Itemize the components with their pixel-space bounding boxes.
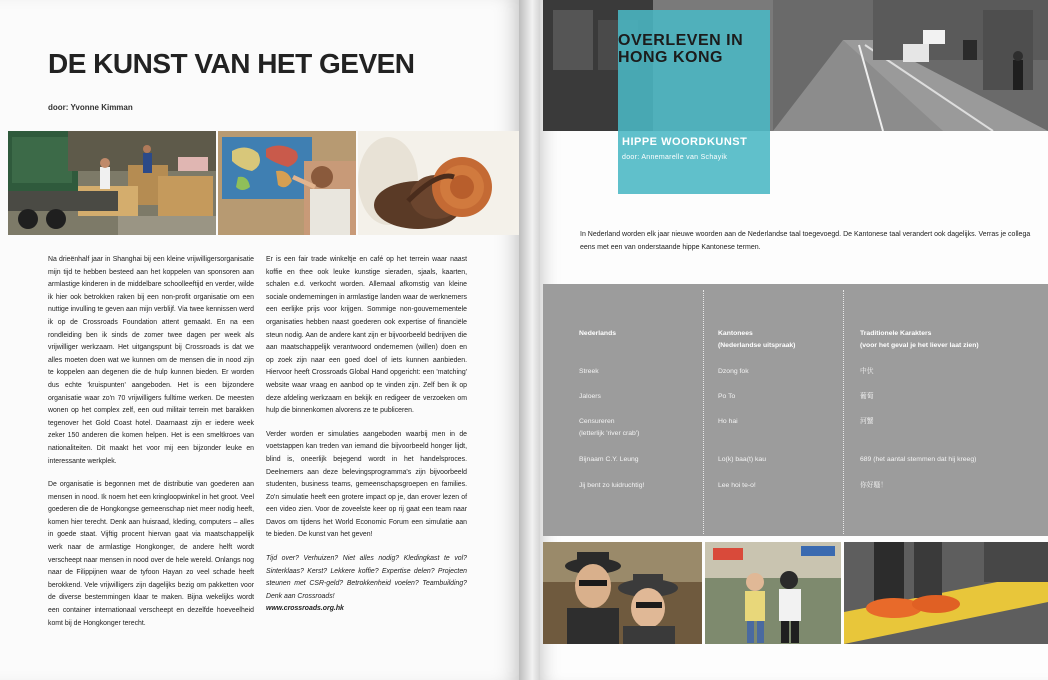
table-cell: Lee hoi te-o!: [718, 482, 756, 489]
article-title: DE KUNST VAN HET GEVEN: [48, 48, 415, 79]
table-cell: Streek: [579, 368, 599, 375]
right-page: [540, 0, 1048, 680]
column-divider: [703, 290, 704, 534]
table-cell: Bijnaam C.Y. Leung: [579, 456, 639, 463]
article-column-1: [48, 254, 254, 641]
table-cell: 河蟹: [860, 418, 874, 425]
article-paragraph: Verder worden er simulaties aangeboden waarbij men in de voetstappen kan treden van iemand die bijvoorbeeld honger lijdt, blind is, oneerlijk bejegend wordt in het handelsproces. Deelnemers aan deze belevingsprogramma's zijn bijvoorbeeld studenten, business teams, gemeenschapsgroepen en families. Zo'n simulatie heeft een grotere impact op je, dan erover lezen of een video zien. Voor de zoveelste keer op rij gaat een team naar Davos om tijdens het World Economic Forum een simulatie aan te bieden. De kunst van het geven!: [266, 430, 467, 539]
table-cell: Censureren (letterlijk 'river crab'): [579, 418, 640, 437]
table-header-kantonees: Kantonees (Nederlandse uitspraak): [718, 330, 796, 349]
table-cell: Lo(k) baa(t) kau: [718, 456, 766, 463]
section-title-line-2: HONG KONG: [618, 49, 723, 66]
photo-two-women: [705, 542, 841, 644]
intro-text: In Nederland worden elk jaar nieuwe woorden aan de Nederlandse taal toegevoegd. De Kantonese taal verandert ook dagelijks. Verras je collega eens met een van onderstaande hippe Kantonese termen.: [580, 231, 1031, 251]
article-paragraph: Er is een fair trade winkeltje en café op het terrein waar naast koffie en thee ook leuke kunstige sieraden, sjaals, kaarten, schalen e.d. verkocht worden. Allemaal afkomstig van kleine sociale ondernemingen in armlastige landen waar de werknemers een eerlijke prijs voor krijgen. Sommige non-gouvernementele organisaties hebben naast goederen ook expertise of financiële steun nodig. Aan de andere kant zijn er bijvoorbeeld bedrijven die aan maatschappelijk verantwoord ondernemen (willen) doen en op zoek zijn naar een goed doel of iets kunnen aanbieden. Hiervoor heeft Crossroads Global Hand opgericht: een 'matching' website waar vraag en aanbod op te vinden zijn. Zelf ben ik op deze afdeling werkzaam en bekijk en redigeer de verzoeken om hulp die binnenkomen alvorens ze te publiceren.: [266, 256, 467, 415]
table-header-karakters: Traditionele Karakters (voor het geval je het liever laat zien): [860, 330, 979, 349]
section-title: [618, 32, 770, 66]
table-cell: Jaloers: [579, 393, 601, 400]
article-byline: door: Yvonne Kimman: [48, 103, 133, 112]
article-subtitle: HIPPE WOORDKUNST: [622, 136, 748, 148]
section-title-box: [618, 10, 770, 194]
article-column-2: [266, 254, 467, 627]
article-author: door: Annemarelle van Schayik: [622, 154, 728, 161]
table-cell: Po To: [718, 393, 736, 400]
table-cell: Ho hai: [718, 418, 738, 425]
article-callout: Tijd over? Verhuizen? Niet alles nodig? Kledingkast te vol? Sinterklaas? Kerst? Lekkere koffie? Expertise delen? Projecten steunen met CSR-geld? Betrokkenheid voelen? Teambuilding? Denk aan Crossroads!: [266, 555, 467, 600]
article-paragraph: Na drieënhalf jaar in Shanghai bij een kleine vrijwilligersorganisatie mijn tijd te hebben besteed aan het koppelen van sponsoren aan armlastige kinderen in de middelbare schoolleeftijd en verder, wilde ik hier ook betrokken raken bij een non-profit organisatie om een nuttige invulling te geven aan mijn verblijf. Via twee kennissen werd ik op de Crossroads Foundation attent gemaakt. En na een rondleiding ben ik sinds de zomer twee dagen per week als vrijwilliger werkzaam. Het uitgangspunt bij Crossroads is dat we alles moeten doen wat we kunnen om de mensen die in nood zijn te koppelen aan degenen die de hulp kunnen bieden. Er worden dus echte 'kruispunten' aangeboden. Het is een bijzondere organisatie waar zo'n 70 vrijwilligers fulltime werken. De meesten wonen op het complex zelf, een oud militair terrein met barakken tegenover het Gold Coast hotel. Daarnaast zijn er iedere week zeker 150 anderen die komen helpen. Het is een smeltkroes van nationaliteiten. Dit maakt het voor mij een bijzonder leuke en interessante werkplek.: [48, 256, 254, 465]
page-gutter: [519, 0, 541, 680]
photo-orange-shoes: [844, 542, 1048, 644]
table-header-nederlands: Nederlands: [579, 330, 617, 337]
photo-world-map: [218, 131, 356, 235]
table-cell: 葡萄: [860, 393, 874, 400]
table-cell: 中伏: [860, 368, 874, 375]
table-cell: 689 (het aantal stemmen dat hij kreeg): [860, 456, 977, 463]
column-divider: [843, 290, 844, 534]
photo-craft-hands: [358, 131, 521, 235]
section-title-line-1: OVERLEVEN IN: [618, 32, 744, 49]
photo-warehouse-truck: [8, 131, 216, 235]
article-website: www.crossroads.org.hk: [266, 605, 344, 613]
table-cell: Jij bent zo luidruchtig!: [579, 482, 645, 489]
left-page: [0, 0, 521, 680]
photo-couple-hats: [543, 542, 702, 644]
table-cell: Dzong fok: [718, 368, 749, 375]
vocabulary-table: [543, 284, 1048, 536]
table-cell: 你好騷！: [860, 482, 888, 489]
article-paragraph: De organisatie is begonnen met de distributie van goederen aan mensen in nood. Ik noem het een kringloopwinkel in het groot. Veel goederen die de Hongkongse gemeenschap niet meer nodig heeft, komen hier terecht. Denk aan huisraad, kleding, computers – alles in goede staat. Vijftig procent hiervan gaat via maatschappelijk werk naar de armlastige Hongkonger, de andere helft wordt verscheept naar mensen in nood over de hele wereld. Onlangs nog naar de Filippijnen waar de tyfoon Hayan zo veel schade heeft berokkend. Vele vrijwilligers zijn dagelijks bezig om pakketten voor de diverse bestemmingen klaar te maken. Bijna wekelijks wordt een container internationaal verscheept en dezelfde hoeveelheid komt bij de Hongkonger terecht.: [48, 481, 254, 627]
